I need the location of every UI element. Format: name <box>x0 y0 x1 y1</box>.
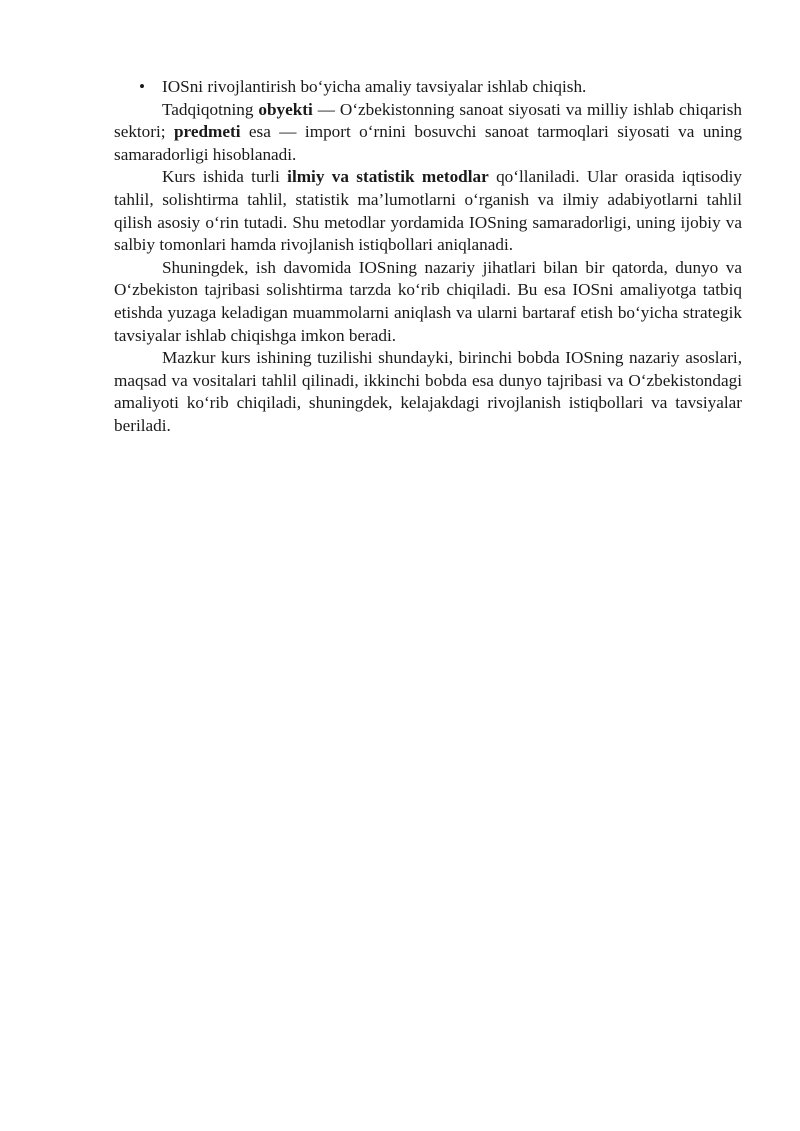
bullet-text: IOSni rivojlantirish bo‘yicha amaliy tavsiyalar ishlab chiqish. <box>162 77 587 96</box>
document-page <box>114 76 742 438</box>
paragraph-text: — O‘zbekistonning sanoat siyosati va milliy ishlab chiqarish sektori; <box>114 99 742 142</box>
bold-term-object: obyekti <box>258 99 313 119</box>
paragraph-methods <box>114 166 742 256</box>
paragraph-text: esa — import o‘rnini bosuvchi sanoat tarmoqlari siyosati va uning samaradorligi hisoblanadi. <box>114 122 742 164</box>
paragraph-structure: Mazkur kurs ishining tuzilishi shundayki, birinchi bobda IOSning nazariy asoslari, maqsad va vositalari tahlil qilinadi, ikkinchi bobda esa dunyo tajribasi va O‘zbekistondagi amaliyoti ko‘rib chiqiladi, shuningdek, kelajakdagi rivojlanish istiqbollari va tavsiyalar beriladi. <box>114 348 742 435</box>
paragraph-text: Tadqiqotning <box>162 99 259 119</box>
paragraph-object-subject <box>114 99 742 167</box>
bold-term-methods: ilmiy va statistik metodlar <box>287 167 489 187</box>
bullet-list-item <box>114 76 742 99</box>
bullet-icon: • <box>139 77 146 96</box>
bold-term-subject: predmeti <box>173 122 241 142</box>
paragraph-text: qo‘llaniladi. Ular orasida iqtisodiy tahlil, solishtirma tahlil, statistik ma’lumotlarni o‘rganish va ilmiy adabiyotlarni tahlil qilish asosiy o‘rin tutadi. Shu metodlar yordamida IOSning samaradorligi, uning ijobiy va salbiy tomonlari hamda rivojlanish istiqbollari aniqlanadi. <box>114 167 742 255</box>
paragraph-text: Kurs ishida turli <box>162 167 288 187</box>
paragraph-comparison: Shuningdek, ish davomida IOSning nazariy jihatlari bilan bir qatorda, dunyo va O‘zbekiston tajribasi solishtirma tarzda ko‘rib chiqiladi. Bu esa IOSni amaliyotga tatbiq etishda yuzaga keladigan muammolarni aniqlash va ularni bartaraf etish bo‘yicha strategik tavsiyalar ishlab chiqishga imkon beradi. <box>114 257 742 345</box>
